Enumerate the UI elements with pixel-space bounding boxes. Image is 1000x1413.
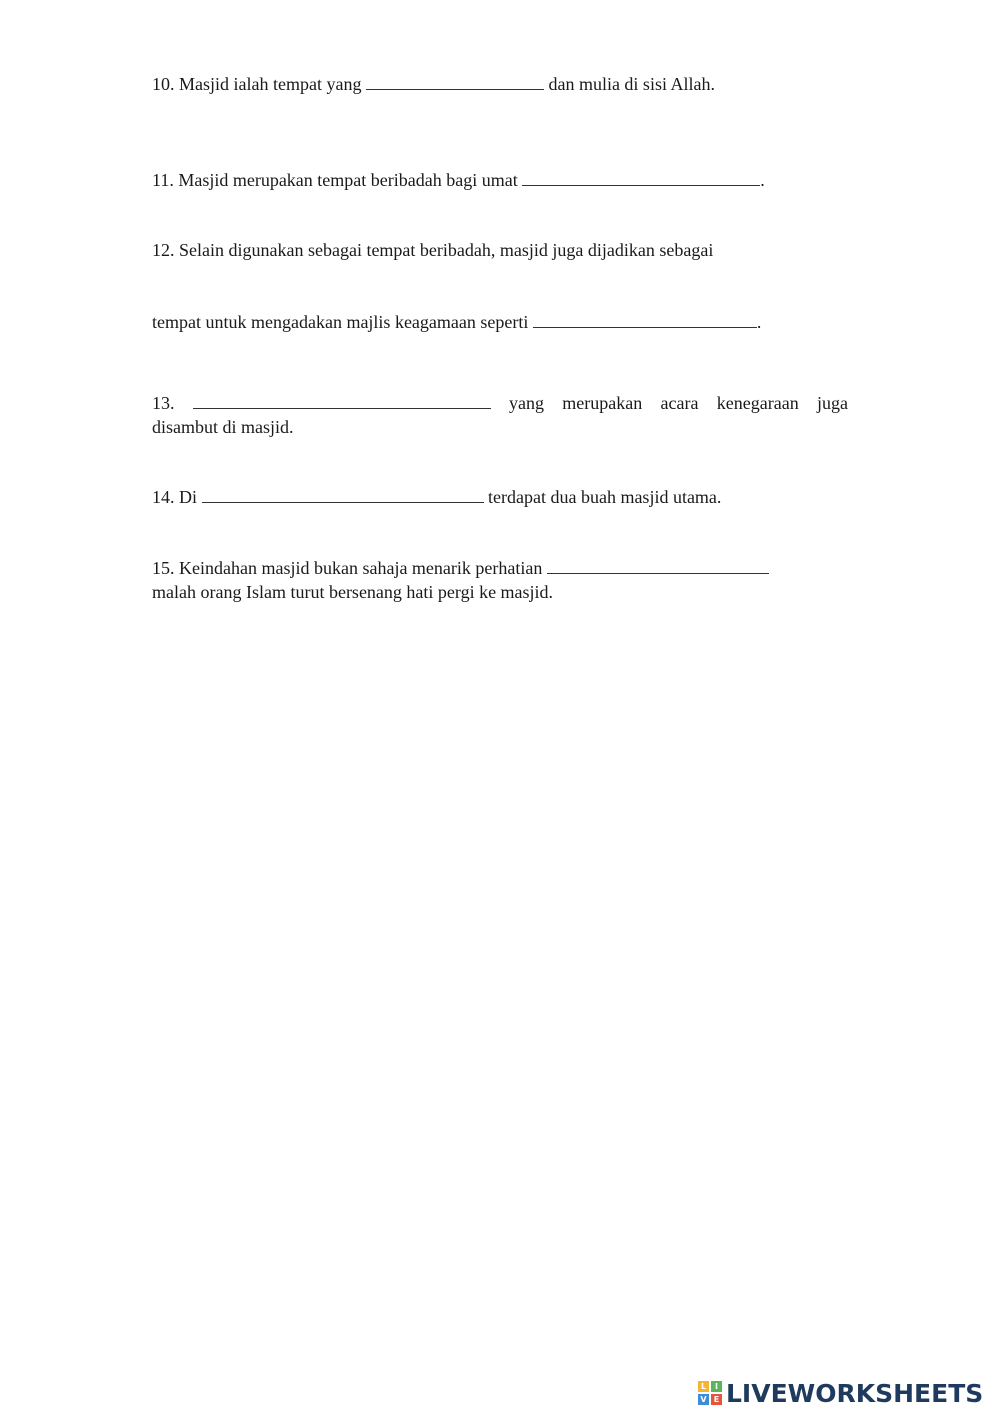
question-13-word: yang [509,393,545,413]
logo-mark-letter: V [698,1394,709,1405]
question-15-text-line-1: 15. Keindahan masjid bukan sahaja menarik perhatian [152,558,543,578]
question-13-word: acara [660,393,699,413]
question-13-word: juga [816,393,848,413]
question-14-text-before: 14. Di [152,487,197,507]
question-15-line-2 [152,580,553,604]
logo-mark-letter: E [711,1394,722,1405]
logo-mark-letter: I [711,1381,722,1392]
question-10-text-before: 10. Masjid ialah tempat yang [152,74,362,94]
answer-blank-11[interactable] [522,169,760,186]
question-13-line-1 [152,391,848,415]
logo-mark-letter: L [698,1381,709,1392]
answer-blank-12[interactable] [533,311,757,328]
liveworksheets-logo [698,1376,983,1410]
question-14-text-after: terdapat dua buah masjid utama. [488,487,722,507]
answer-blank-10[interactable] [366,73,544,90]
question-11-text-before: 11. Masjid merupakan tempat beribadah bagi umat [152,170,518,190]
question-12-text-after: . [756,312,762,332]
question-11 [152,168,765,192]
logo-text: LIVEWORKSHEETS [726,1378,984,1408]
answer-blank-13[interactable] [193,392,491,409]
question-13-text-line-2: disambut di masjid. [152,417,294,437]
answer-blank-14[interactable] [202,486,484,503]
question-15-line-1 [152,556,769,580]
question-15-text-line-2: malah orang Islam turut bersenang hati pergi ke masjid. [152,582,554,602]
answer-blank-15[interactable] [547,557,769,574]
question-12-text-line-2: tempat untuk mengadakan majlis keagamaan seperti [152,312,529,332]
logo-mark-icon [698,1381,722,1405]
question-10-text-after: dan mulia di sisi Allah. [548,74,715,94]
question-14 [152,485,721,509]
question-13-word: merupakan [562,393,643,413]
question-12-line-2 [152,310,761,334]
question-13-word: kenegaraan [716,393,799,413]
question-12-text-line-1: 12. Selain digunakan sebagai tempat beribadah, masjid juga dijadikan sebagai [152,240,714,260]
question-12-line-1 [152,238,713,262]
question-10 [152,72,715,96]
question-13-line-2 [152,415,294,439]
question-11-text-after: . [760,170,765,190]
question-13-number: 13. [152,393,175,413]
